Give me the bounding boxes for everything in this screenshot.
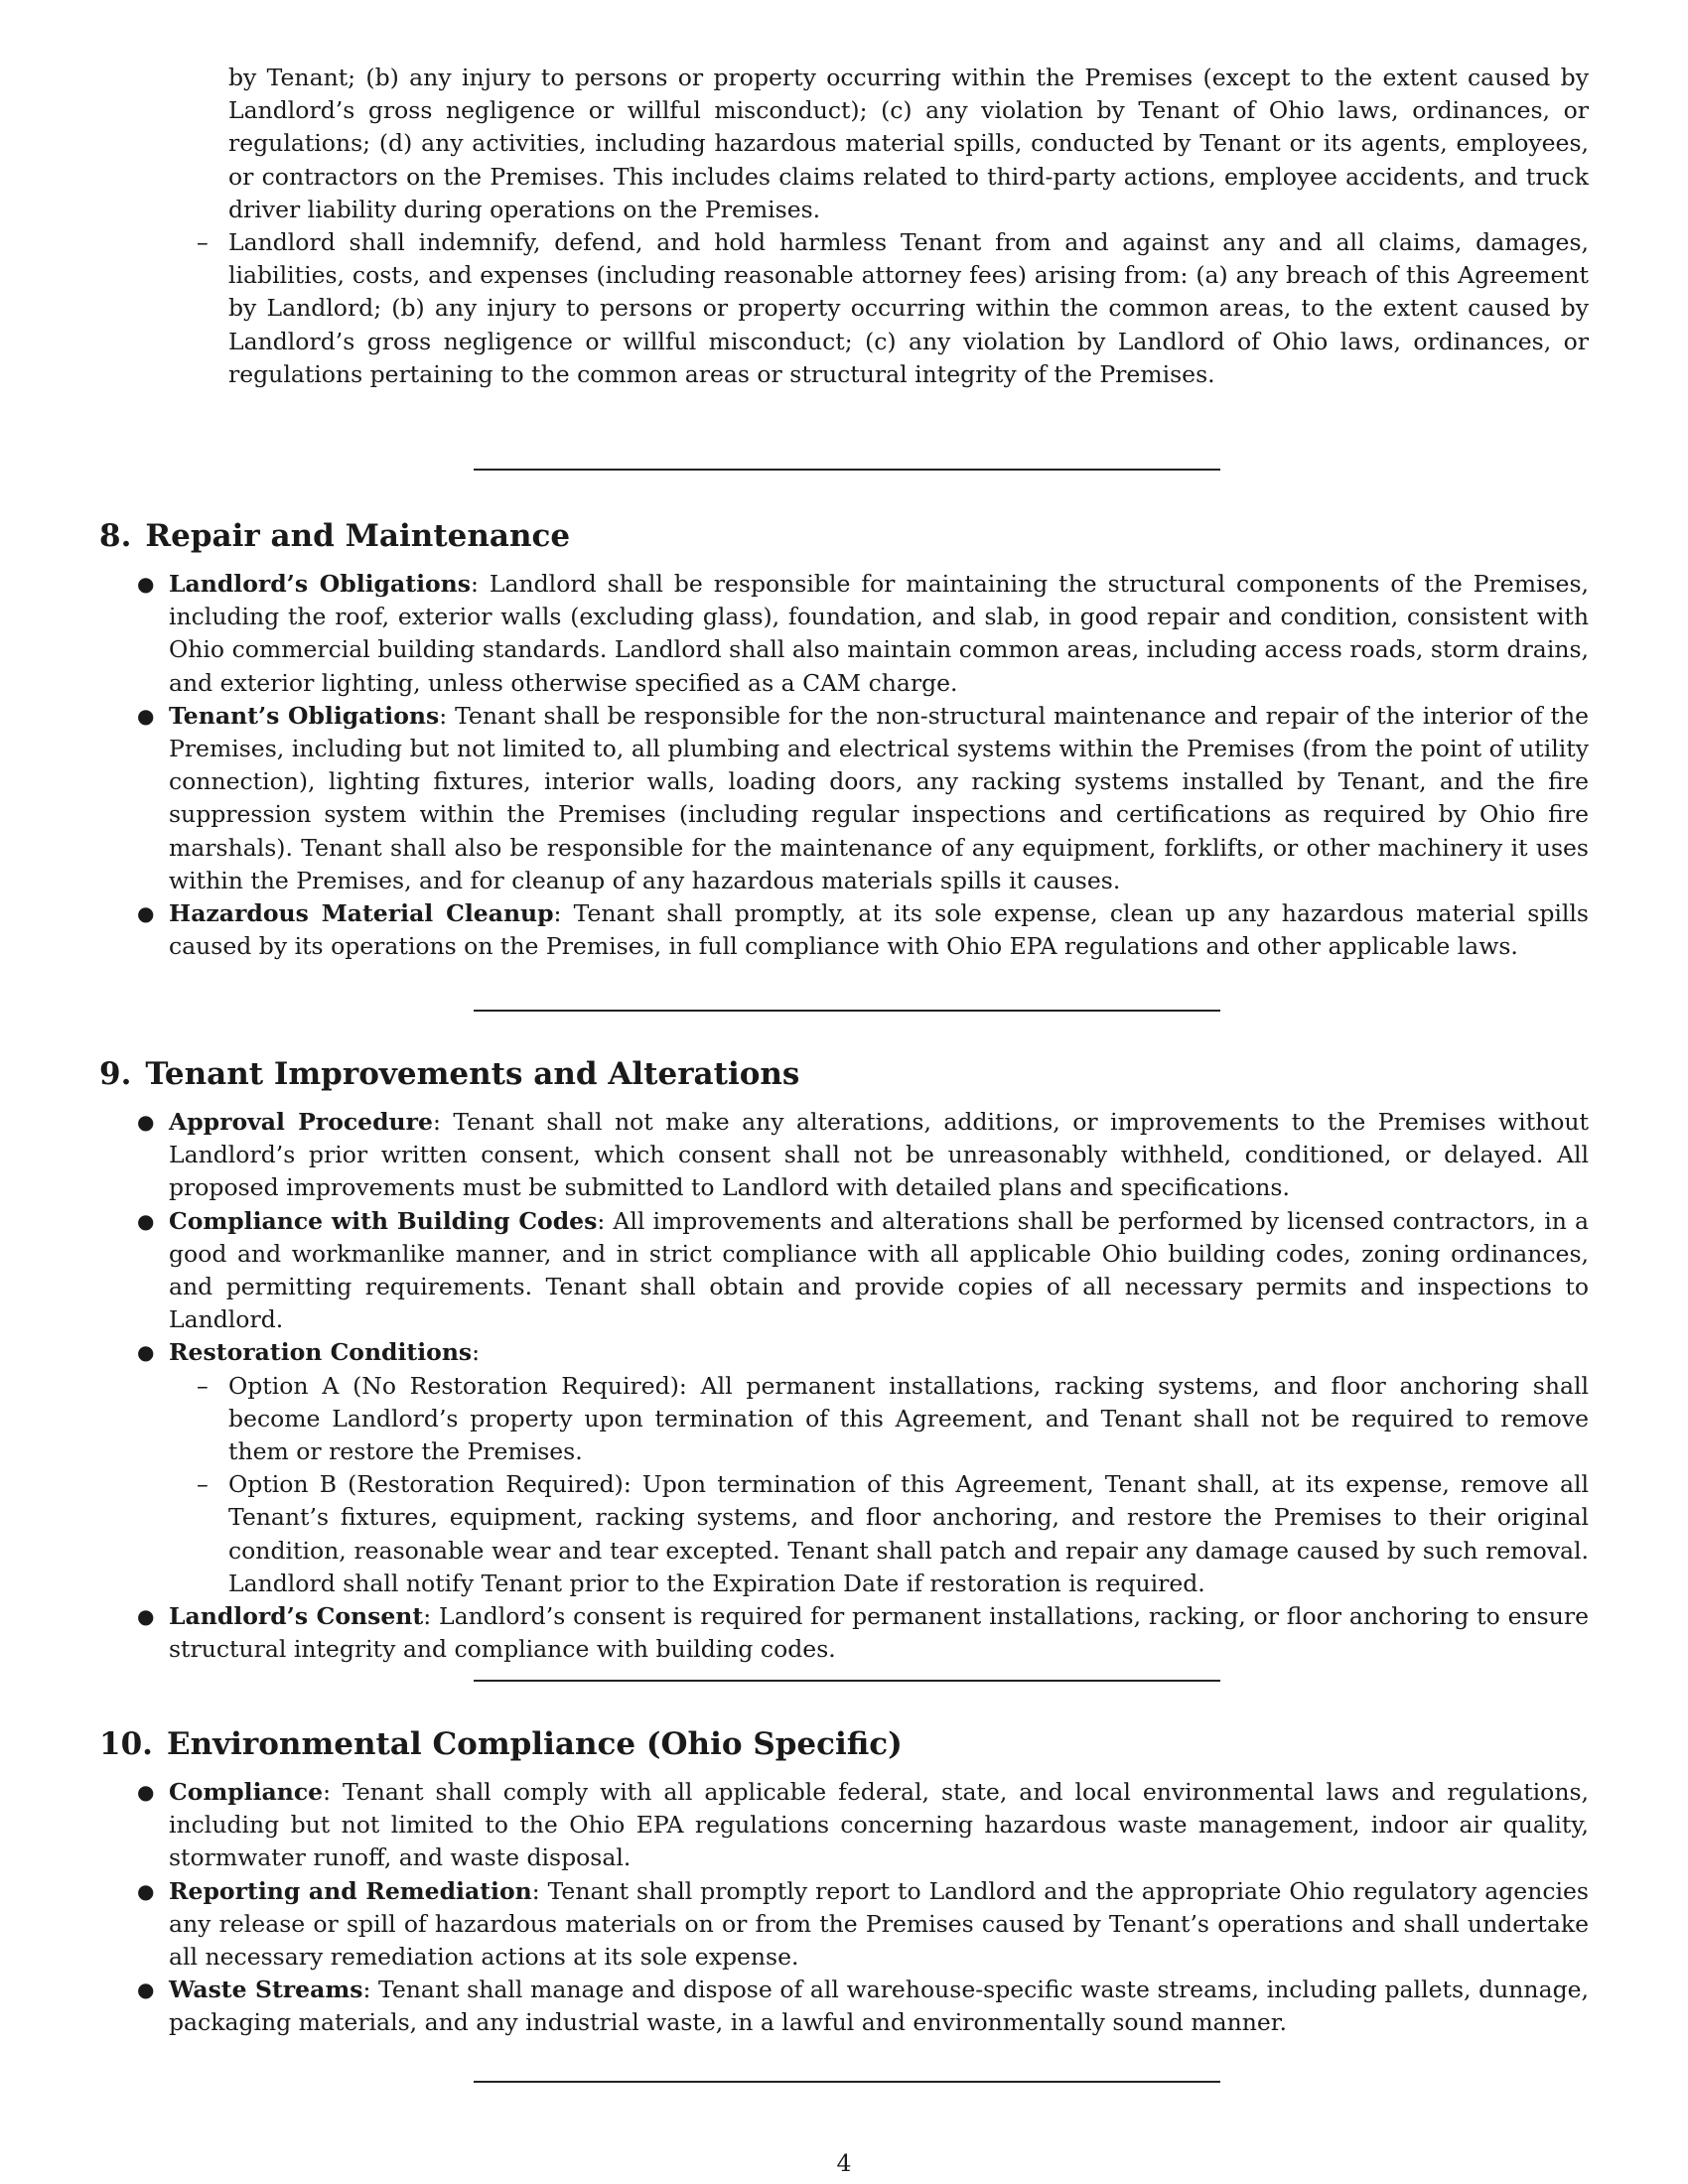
list-item-term: Compliance — [169, 1778, 324, 1806]
list-item-text: : Tenant shall be responsible for the non-structural maintenance and repair of the interior of the Premises, including but not limited to, all plumbing and electrical systems within the Premises (from the point of utility connection), lighting fixtures, interior walls, loading doors, any racking systems installed by Tenant, and the fire suppression system within the Premises (including regular inspections and certifications as required by Ohio fire marshals). Tenant shall also be responsible for the maintenance of any equipment, forklifts, or other machinery it uses within the Premises, and for cleanup of any hazardous materials spills it causes. — [169, 701, 1590, 894]
section-9 — [0, 1054, 1688, 1666]
section-9-number: 9. — [99, 1056, 132, 1092]
section-divider — [474, 469, 1220, 471]
dash-marker: – — [197, 1371, 209, 1400]
list-item — [0, 1600, 1688, 1666]
option-text: Option B (Restoration Required): Upon termination of this Agreement, Tenant shall, at its expense, remove all Tenant’s fixtures, equipment, racking systems, and floor anchoring, and restore the Premises to their original condition, reasonable wear and tear excepted. Tenant shall patch and repair any damage caused by such removal. Landlord shall notify Tenant prior to the Expiration Date if restoration is required. — [228, 1470, 1589, 1597]
list-item-term: Landlord’s Obligations — [169, 570, 471, 598]
section-10-title: Environmental Compliance (Ohio Specific) — [166, 1726, 903, 1762]
list-item-text: : Tenant shall manage and dispose of all warehouse-specific waste streams, including pallets, dunnage, packaging materials, and any industrial waste, in a lawful and environmentally sound manner. — [169, 1976, 1590, 2037]
list-item — [0, 897, 1688, 963]
section-10 — [0, 1724, 1688, 2040]
list-item — [0, 1336, 1688, 1369]
section-10-heading — [0, 1724, 1688, 1764]
page-number: 4 — [836, 2149, 852, 2177]
list-item-text: : Tenant shall promptly, at its sole expense, clean up any hazardous material spills caused by its operations on the Premises, in full compliance with Ohio EPA regulations and other applicable laws. — [169, 899, 1589, 961]
list-item — [0, 568, 1688, 700]
list-item-text: : Landlord shall be responsible for maintaining the structural components of the Premises, including the roof, exterior walls (excluding glass), foundation, and slab, in good repair and condition, consistent with Ohio commercial building standards. Landlord shall also maintain common areas, including access roads, storm drains, and exterior lighting, unless otherwise specified as a CAM charge. — [169, 570, 1589, 697]
section-9-title: Tenant Improvements and Alterations — [145, 1056, 800, 1092]
section-divider — [474, 1010, 1220, 1012]
list-item-term: Landlord’s Consent — [169, 1602, 424, 1631]
dash-marker: – — [197, 228, 209, 257]
tenant-indemnity-continuation: by Tenant; (b) any injury to persons or property occurring within the Premises (except to the extent caused by Landlord’s gross negligence or willful misconduct); (c) any violation by Tenant of Ohio laws, ordinances, or regulations; (d) any activities, including hazardous material spills, conducted by Tenant or its agents, employees, or contractors on the Premises. This includes claims related to third-party actions, employee accidents, and truck driver liability during operations on the Premises. — [228, 64, 1589, 223]
section-divider — [474, 1680, 1220, 1682]
section-8-heading — [0, 516, 1688, 556]
list-item — [0, 1776, 1688, 1875]
list-item-term: Tenant’s Obligations — [169, 701, 440, 730]
bullet-marker: ● — [137, 1978, 155, 2002]
bullet-marker: ● — [137, 901, 155, 926]
list-item-text: : — [472, 1338, 481, 1367]
list-item-text: : All improvements and alterations shall be performed by licensed contractors, in a good and workmanlike manner, and in strict compliance with all applicable Ohio building codes, zoning ordinances, and permitting requirements. Tenant shall obtain and provide copies of all necessary permits and inspections to Landlord. — [169, 1206, 1589, 1334]
list-item-text: : Tenant shall comply with all applicable federal, state, and local environmental laws and regulations, including but not limited to the Ohio EPA regulations concerning hazardous waste management, indoor air quality, stormwater runoff, and waste disposal. — [169, 1778, 1589, 1872]
list-item-term: Hazardous Material Cleanup — [169, 899, 554, 928]
list-item — [0, 700, 1688, 897]
list-item-text: : Landlord’s consent is required for permanent installations, racking, or floor anchoring to ensure structural integrity and compliance with building codes. — [169, 1602, 1589, 1664]
bullet-marker: ● — [137, 572, 155, 596]
list-item — [0, 1106, 1688, 1205]
dash-marker: – — [197, 1470, 209, 1499]
section-8-number: 8. — [99, 518, 132, 554]
bullet-marker: ● — [137, 1110, 155, 1134]
bullet-marker: ● — [137, 1780, 155, 1804]
bullet-marker: ● — [137, 1878, 155, 1903]
list-item-term: Reporting and Remediation — [169, 1876, 532, 1905]
section-9-list — [0, 1106, 1688, 1666]
section-8-title: Repair and Maintenance — [145, 518, 571, 554]
section-9-heading — [0, 1054, 1688, 1094]
section-8 — [0, 516, 1688, 963]
bullet-marker: ● — [137, 703, 155, 728]
list-item-term: Compliance with Building Codes — [169, 1206, 598, 1235]
bullet-marker: ● — [137, 1604, 155, 1629]
list-item-text: : Tenant shall not make any alterations, additions, or improvements to the Premises without Landlord’s prior written consent, which consent shall not be unreasonably withheld, conditioned, or delayed. All proposed improvements must be submitted to Landlord with detailed plans and specifications. — [169, 1108, 1589, 1202]
indemnity-block — [0, 62, 1688, 391]
list-item-term: Restoration Conditions — [169, 1338, 473, 1367]
section-divider — [474, 2081, 1220, 2083]
landlord-indemnity-text: Landlord shall indemnify, defend, and hold harmless Tenant from and against any and all claims, damages, liabilities, costs, and expenses (including reasonable attorney fees) arising from: (a) any breach of this Agreement by Landlord; (b) any injury to persons or property occurring within the common areas, to the extent caused by Landlord’s gross negligence or willful misconduct; (c) any violation by Landlord of Ohio laws, ordinances, or regulations pertaining to the common areas or structural integrity of the Premises. — [228, 228, 1589, 388]
list-item — [0, 1974, 1688, 2039]
list-item-text: : Tenant shall promptly report to Landlord and the appropriate Ohio regulatory agencies any release or spill of hazardous materials on or from the Premises caused by Tenant’s operations and shall undertake all necessary remediation actions at its sole expense. — [169, 1876, 1589, 1972]
restoration-option-a — [0, 1370, 1688, 1469]
list-item-term: Approval Procedure — [169, 1108, 433, 1136]
bullet-marker: ● — [137, 1208, 155, 1233]
landlord-indemnity-item — [0, 226, 1688, 391]
list-item — [0, 1875, 1688, 1975]
option-text: Option A (No Restoration Required): All permanent installations, racking systems, and floor anchoring shall become Landlord’s property upon termination of this Agreement, and Tenant shall not be required to remove them or restore the Premises. — [228, 1371, 1589, 1466]
section-10-number: 10. — [99, 1726, 153, 1762]
section-8-list — [0, 568, 1688, 963]
bullet-marker: ● — [137, 1340, 155, 1365]
list-item — [0, 1205, 1688, 1337]
restoration-option-b — [0, 1468, 1688, 1600]
list-item-term: Waste Streams — [169, 1976, 363, 2004]
section-10-list — [0, 1776, 1688, 2040]
